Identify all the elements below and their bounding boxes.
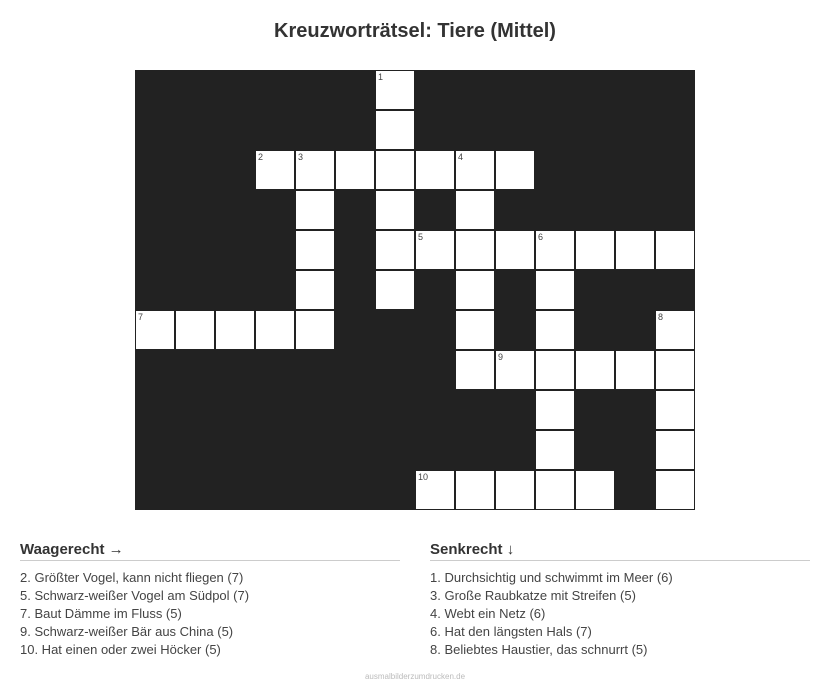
- crossword-cell[interactable]: [375, 270, 415, 310]
- crossword-cell[interactable]: [375, 230, 415, 270]
- crossword-cell[interactable]: [655, 310, 695, 350]
- crossword-cell[interactable]: [495, 150, 535, 190]
- crossword-cell[interactable]: [535, 350, 575, 390]
- crossword-cell[interactable]: [135, 310, 175, 350]
- crossword-cell[interactable]: [655, 430, 695, 470]
- crossword-cell[interactable]: [615, 230, 655, 270]
- clue-number: 5: [418, 232, 424, 242]
- crossword-cell[interactable]: [255, 150, 295, 190]
- clue-number: 6: [538, 232, 544, 242]
- crossword-grid: [135, 70, 695, 510]
- crossword-cell[interactable]: [615, 350, 655, 390]
- crossword-cell[interactable]: [415, 150, 455, 190]
- page-title: Kreuzworträtsel: Tiere (Mittel): [274, 20, 556, 42]
- crossword-cell[interactable]: [455, 350, 495, 390]
- crossword-cell[interactable]: [535, 230, 575, 270]
- crossword-cell[interactable]: [455, 310, 495, 350]
- across-clue: 9. Schwarz-weißer Bär aus China (5): [20, 624, 234, 639]
- clue-number: 2: [258, 152, 264, 162]
- crossword-cell[interactable]: [255, 310, 295, 350]
- clue-number: 4: [458, 152, 464, 162]
- across-clues: [20, 541, 400, 659]
- clue-number: 3: [298, 152, 304, 162]
- crossword-cell[interactable]: [375, 110, 415, 150]
- across-clue: 5. Schwarz-weißer Vogel am Südpol (7): [20, 588, 250, 603]
- down-clue: 3. Große Raubkatze mit Streifen (5): [430, 588, 636, 603]
- crossword-cell[interactable]: [575, 230, 615, 270]
- crossword-cell[interactable]: [575, 470, 615, 510]
- down-clue: 6. Hat den längsten Hals (7): [430, 624, 592, 639]
- crossword-cell[interactable]: [495, 350, 535, 390]
- crossword-cell[interactable]: [655, 350, 695, 390]
- across-clue: 7. Baut Dämme im Fluss (5): [20, 606, 182, 621]
- down-clues: [430, 541, 810, 659]
- crossword-cell[interactable]: [335, 150, 375, 190]
- crossword-cell[interactable]: [655, 470, 695, 510]
- crossword-cell[interactable]: [295, 190, 335, 230]
- crossword-cell[interactable]: [495, 230, 535, 270]
- clue-number: 9: [498, 352, 504, 362]
- down-clue: 1. Durchsichtig und schwimmt im Meer (6): [430, 570, 673, 585]
- crossword-cell[interactable]: [375, 150, 415, 190]
- crossword-cell[interactable]: [175, 310, 215, 350]
- across-clue: 10. Hat einen oder zwei Höcker (5): [20, 642, 221, 657]
- crossword-cell[interactable]: [415, 470, 455, 510]
- crossword-cell[interactable]: [495, 470, 535, 510]
- across-clue: 2. Größter Vogel, kann nicht fliegen (7): [20, 570, 244, 585]
- crossword-cell[interactable]: [535, 430, 575, 470]
- crossword-cell[interactable]: [375, 70, 415, 110]
- crossword-cell[interactable]: [295, 270, 335, 310]
- footer-watermark: ausmalbilderzumdrucken.de: [364, 672, 466, 681]
- across-heading: Waagerecht →: [20, 541, 400, 561]
- clue-number: 1: [378, 72, 384, 82]
- clue-number: 10: [418, 472, 429, 482]
- crossword-cell[interactable]: [415, 230, 455, 270]
- down-clue: 4. Webt ein Netz (6): [430, 606, 546, 621]
- crossword-cell[interactable]: [295, 150, 335, 190]
- crossword-cell[interactable]: [295, 310, 335, 350]
- crossword-cell[interactable]: [535, 470, 575, 510]
- crossword-cell[interactable]: [535, 270, 575, 310]
- crossword-cell[interactable]: [655, 230, 695, 270]
- crossword-cell[interactable]: [455, 230, 495, 270]
- crossword-cell[interactable]: [215, 310, 255, 350]
- crossword-cell[interactable]: [375, 190, 415, 230]
- crossword-cell[interactable]: [535, 390, 575, 430]
- down-heading: Senkrecht ↓: [430, 541, 810, 561]
- crossword-cell[interactable]: [535, 310, 575, 350]
- crossword-cell[interactable]: [455, 470, 495, 510]
- down-clue: 8. Beliebtes Haustier, das schnurrt (5): [430, 642, 648, 657]
- crossword-cell[interactable]: [455, 190, 495, 230]
- clue-number: 8: [658, 312, 664, 322]
- crossword-cell[interactable]: [455, 270, 495, 310]
- crossword-cell[interactable]: [455, 150, 495, 190]
- crossword-cell[interactable]: [295, 230, 335, 270]
- clue-number: 7: [138, 312, 144, 322]
- crossword-cell[interactable]: [575, 350, 615, 390]
- crossword-cell[interactable]: [655, 390, 695, 430]
